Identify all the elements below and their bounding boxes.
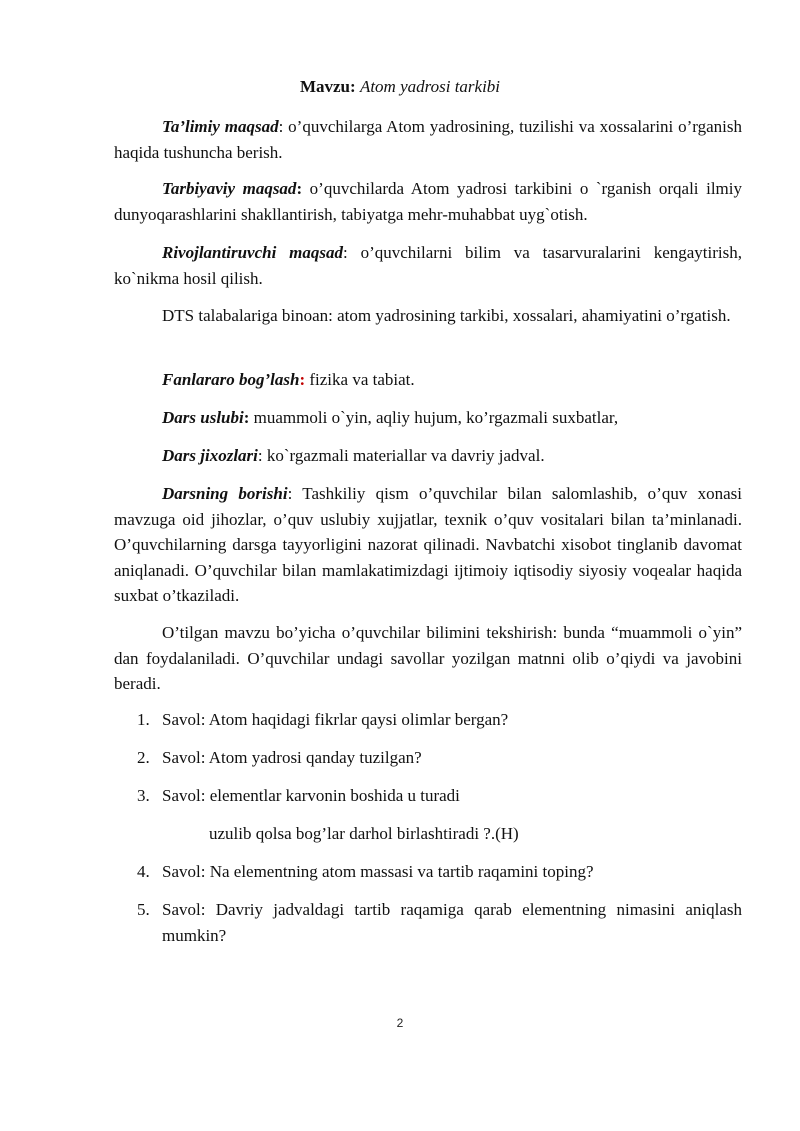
paragraph-otilgan-mavzu <box>114 620 742 697</box>
text-fanlararo: fizika va tabiat. <box>305 370 415 389</box>
sep-talimiy: : <box>278 117 284 136</box>
text-dts: DTS talabalariga binoan: atom yadrosining tarkibi, xossalari, ahamiyatini o’rgatish. <box>162 306 731 325</box>
page-title <box>0 76 800 98</box>
list-text: Savol: elementlar karvonin boshida u turadi <box>162 786 460 805</box>
list-item <box>137 707 742 733</box>
label-tarbiyaviy: Tarbiyaviy maqsad <box>162 179 297 198</box>
question-3-continuation: uzulib qolsa bog’lar darhol birlashtiradi ?.(H) <box>209 824 519 843</box>
title-prefix: Mavzu: <box>299 77 356 96</box>
list-number: 5. <box>137 900 150 919</box>
sep-fanlararo: : <box>299 370 306 389</box>
list-number: 2. <box>137 748 150 767</box>
paragraph-dts <box>114 303 742 329</box>
paragraph-dars-uslubi <box>114 405 742 431</box>
paragraph-talimiy-maqsad <box>114 114 742 165</box>
list-number: 4. <box>137 862 150 881</box>
label-uslubi: Dars uslubi <box>162 408 244 427</box>
page-number: 2 <box>396 1016 404 1030</box>
paragraph-darsning-borishi <box>114 481 742 609</box>
title-topic: Atom yadrosi tarkibi <box>359 77 501 96</box>
sep-borishi: : <box>287 484 293 503</box>
list-item <box>137 783 742 809</box>
text-rivojlantiruvchi: o’quvchilarni bilim va tasarvuralarini kengaytirish, ko`nikma hosil qilish. <box>114 243 742 288</box>
list-text: Savol: Atom yadrosi qanday tuzilgan? <box>162 748 422 767</box>
sep-jixozlari: : <box>257 446 263 465</box>
sep-rivojlantiruvchi: : <box>343 243 348 262</box>
sep-uslubi: : <box>243 408 250 427</box>
sep-tarbiyaviy: : <box>296 179 303 198</box>
list-text: Savol: Na elementning atom massasi va tartib raqamini toping? <box>162 862 594 881</box>
list-number: 1. <box>137 710 150 729</box>
list-text: Savol: Davriy jadvaldagi tartib raqamiga qarab elementning nimasini aniqlash mumkin? <box>162 900 742 945</box>
list-item <box>137 859 742 885</box>
text-tarbiyaviy: o’quvchilarda Atom yadrosi tarkibini o `rganish orqali ilmiy dunyoqarashlarini shakllantirish, tabiyatga mehr-muhabbat uyg`otish. <box>114 179 742 224</box>
list-text: Savol: Atom haqidagi fikrlar qaysi olimlar bergan? <box>162 710 509 729</box>
label-borishi: Darsning borishi <box>162 484 288 503</box>
label-jixozlari: Dars jixozlari <box>162 446 258 465</box>
text-borishi: Tashkiliy qism o’quvchilar bilan salomlashib, o’quv xonasi mavzuga oid jihozlar, o’quv uslubiy xujjatlar, texnik o’quv vositalari bilan ta’minlanadi. O’quvchilarning darsga tayyorligini nazorat qilinadi. Navbatchi xisobot tinglanib davomat aniqlanadi. O’quvchilar bilan mamlakatimizdagi ijtimoiy iqtisodiy siyosiy voqealar haqida suxbat o’tkaziladi. <box>114 484 742 605</box>
text-talimiy: o’quvchilarga Atom yadrosining, tuzilishi va xossalarini o’rganish haqida tushuncha berish. <box>114 117 742 162</box>
list-number: 3. <box>137 786 150 805</box>
paragraph-tarbiyaviy-maqsad <box>114 176 742 227</box>
paragraph-dars-jixozlari <box>114 443 742 469</box>
label-fanlararo: Fanlararo bog’lash <box>162 370 300 389</box>
text-otilgan: O’tilgan mavzu bo’yicha o’quvchilar bilimini tekshirish: bunda “muammoli o`yin” dan foydalaniladi. O’quvchilar undagi savollar yozilgan matnni olib o’qiydi va javobini beradi. <box>114 623 742 693</box>
list-item <box>137 745 742 771</box>
paragraph-fanlararo <box>114 367 742 393</box>
paragraph-rivojlantiruvchi-maqsad <box>114 240 742 291</box>
label-rivojlantiruvchi: Rivojlantiruvchi maqsad <box>162 243 343 262</box>
text-jixozlari: ko`rgazmali materiallar va davriy jadval. <box>262 446 545 465</box>
label-talimiy: Ta’limiy maqsad <box>162 117 279 136</box>
text-uslubi: muammoli o`yin, aqliy hujum, ko’rgazmali suxbatlar, <box>249 408 619 427</box>
list-item <box>137 897 742 948</box>
